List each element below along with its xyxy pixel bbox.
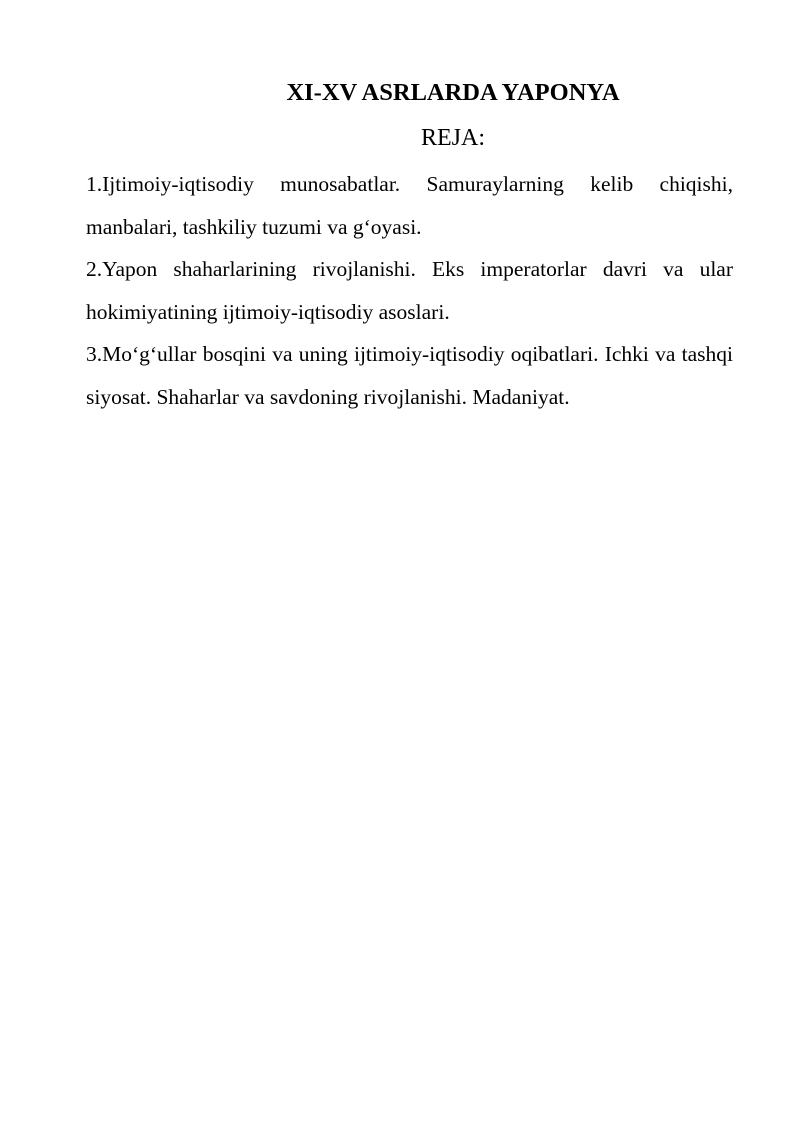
plan-item-2: 2.Yapon shaharlarining rivojlanishi. Eks imperatorlar davri va ular hokimiyatining ijtimoiy-iqtisodiy asoslari. [86, 257, 733, 324]
plan-list [86, 163, 733, 418]
plan-item-1: 1.Ijtimoiy-iqtisodiy munosabatlar. Samuraylarning kelib chiqishi, manbalari, tashkiliy tuzumi va g‘oyasi. [86, 172, 733, 239]
plan-item-3: 3.Mo‘g‘ullar bosqini va uning ijtimoiy-iqtisodiy oqibatlari. Ichki va tashqi siyosat. Shaharlar va savdoning rivojlanishi. Madaniyat. [86, 342, 733, 409]
page-title: XI-XV ASRLARDA YAPONYA [286, 79, 620, 106]
plan-heading: REJA: [420, 125, 485, 151]
